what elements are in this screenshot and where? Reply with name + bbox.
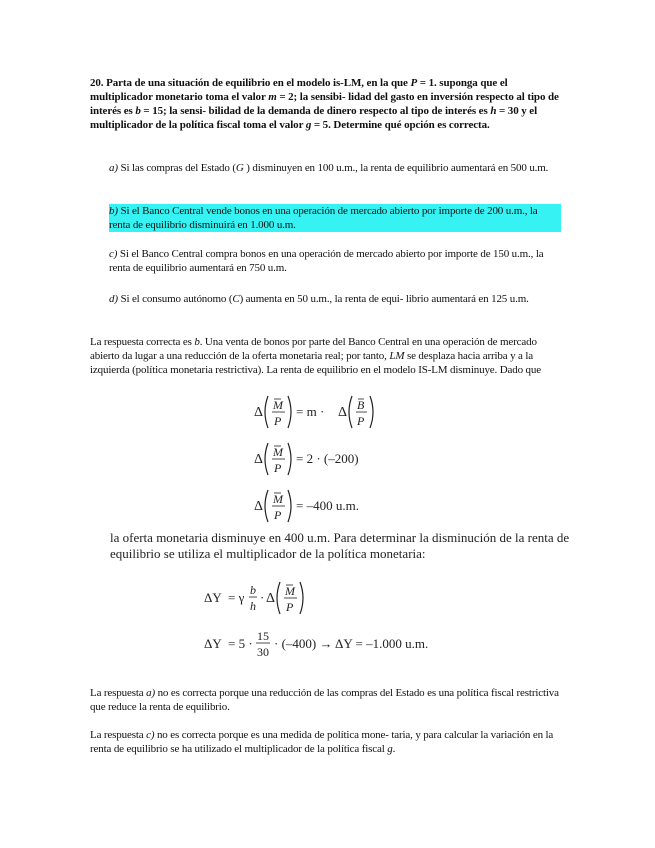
delta-symbol: Δ [254,405,264,420]
paragraph-text: . [392,743,396,755]
var-lm: LM [389,350,405,362]
eq4-equals: = γ [228,590,245,605]
option-text: ) disminuyen en 100 u.m., la renta de equilibrio aumentará en 500 u.m. [243,162,549,174]
paragraph-text: La respuesta [90,687,147,699]
symbol-p: P [274,414,282,428]
option-letter: a) [109,162,118,174]
delta-y: ΔY [204,590,222,605]
equation-1 [254,390,374,439]
question-statement [90,76,565,132]
paragraph-text: no es correcta porque es una medida de política mone- taria, y para calcular la variación en la renta de equilibrio se ha utilizado el multiplicador de la política fiscal [90,729,554,755]
ref-c: c) [146,729,155,741]
question-text: = 1. suponga que el multiplicador monetario toma el valor [90,77,508,103]
eq3-rhs: = –400 u.m. [296,498,359,513]
symbol-h: h [250,599,256,613]
paragraph-text: se desplaza hacia arriba y a la izquierda (política monetaria restrictiva). La renta de equilibrio en el modelo IS-LM disminuye. Dado que [90,350,541,376]
option-letter: d) [109,293,118,305]
eq5-rhs: · (–400) → ΔY = –1.000 u.m. [274,636,429,651]
var-p: P [410,77,418,89]
paren-left [265,443,268,475]
delta-symbol: Δ [254,499,264,514]
symbol-m: M [273,492,283,506]
paren-left [349,396,352,428]
answer-paragraph-3 [90,728,562,756]
var-b: b [135,105,141,117]
paren-right [288,396,291,428]
paren-right [288,490,291,522]
option-text: Si el consumo autónomo ( [117,293,233,305]
option-a [109,161,561,175]
question-number: 20. [90,77,104,89]
paren-right [370,396,373,428]
var-g: g [305,119,312,131]
eq5-equals: = 5 · [228,636,253,651]
paren-left [265,396,268,428]
answer-paragraph-2 [90,686,562,714]
paren-left [265,490,268,522]
var-g-upper: G [235,162,244,174]
delta-symbol: Δ [254,452,264,467]
symbol-m: M [273,445,283,459]
delta-y: ΔY [204,636,222,651]
paragraph-text: . Una venta de bonos por parte del Banco Central en una operación de mercado abierto da lugar a una reducción de la oferta monetaria real; por tanto, [90,336,537,362]
option-text: ) aumenta en 50 u.m., la renta de equi- librio aumentará en 125 u.m. [239,293,529,305]
paragraph-text: La respuesta correcta es [90,336,195,348]
ref-a: a) [146,687,155,699]
paren-right [288,443,291,475]
equation-4 [204,576,314,625]
answer-paragraph-1 [90,335,562,377]
question-text: = 2; la sensibi- lidad del gasto en inversión respecto al tipo de interés es [90,91,559,117]
option-letter: b) [109,205,118,217]
option-d [109,292,561,306]
var-c: C [232,293,240,305]
var-b: b [194,336,200,348]
paren-left [277,582,280,614]
var-h: h [490,105,497,117]
option-text: Si el Banco Central compra bonos en una operación de mercado abierto por importe de 150 u.m., la renta de equilibrio aumentará en 750 u.m. [109,248,544,274]
symbol-m: M [273,398,283,412]
symbol-m: M [285,584,295,598]
question-text: = 5. Determine qué opción es correcta. [311,119,490,131]
symbol-p: P [274,508,282,522]
question-text: = 15; la sensi- bilidad de la demanda de dinero respecto al tipo de interés es [140,105,491,117]
symbol-p: P [286,600,294,614]
option-b-highlighted [109,204,561,232]
equation-5 [204,622,454,671]
eq1-middle: = m · [296,404,325,419]
option-c [109,247,561,275]
scanned-paragraph: la oferta monetaria disminuye en 400 u.m. Para determinar la disminución de la renta de equilibrio se utiliza el multiplicador de la política monetaria: [110,530,570,561]
numerator-15: 15 [257,629,269,643]
option-text: Si las compras del Estado ( [117,162,236,174]
denominator-30: 30 [257,645,269,659]
delta-symbol: Δ [338,405,348,420]
question-text: = 30 y el multiplicador de la política fiscal toma el valor [90,105,538,131]
symbol-p: P [274,461,282,475]
option-letter: c) [109,248,118,260]
paren-right [300,582,303,614]
symbol-b: b [250,583,256,597]
equation-3 [254,484,374,533]
equation-2 [254,437,374,486]
question-text: Parta de una situación de equilibrio en el modelo is-LM, en la que [103,77,411,89]
paragraph-text: no es correcta porque una reducción de las compras del Estado es una política fiscal restrictiva que reduce la renta de equilibrio. [90,687,559,713]
var-g: g [387,743,393,755]
symbol-p: P [357,414,365,428]
paragraph-text: La respuesta [90,729,147,741]
symbol-b: B [357,398,365,412]
var-m: m [268,91,277,103]
dot: · [260,590,265,605]
eq2-rhs: = 2 · (–200) [296,451,359,466]
option-text: Si el Banco Central vende bonos en una operación de mercado abierto por importe de 200 u.m., la renta de equilibrio disminuirá en 1.000 u.m. [109,205,538,231]
delta-symbol: Δ [266,591,276,606]
